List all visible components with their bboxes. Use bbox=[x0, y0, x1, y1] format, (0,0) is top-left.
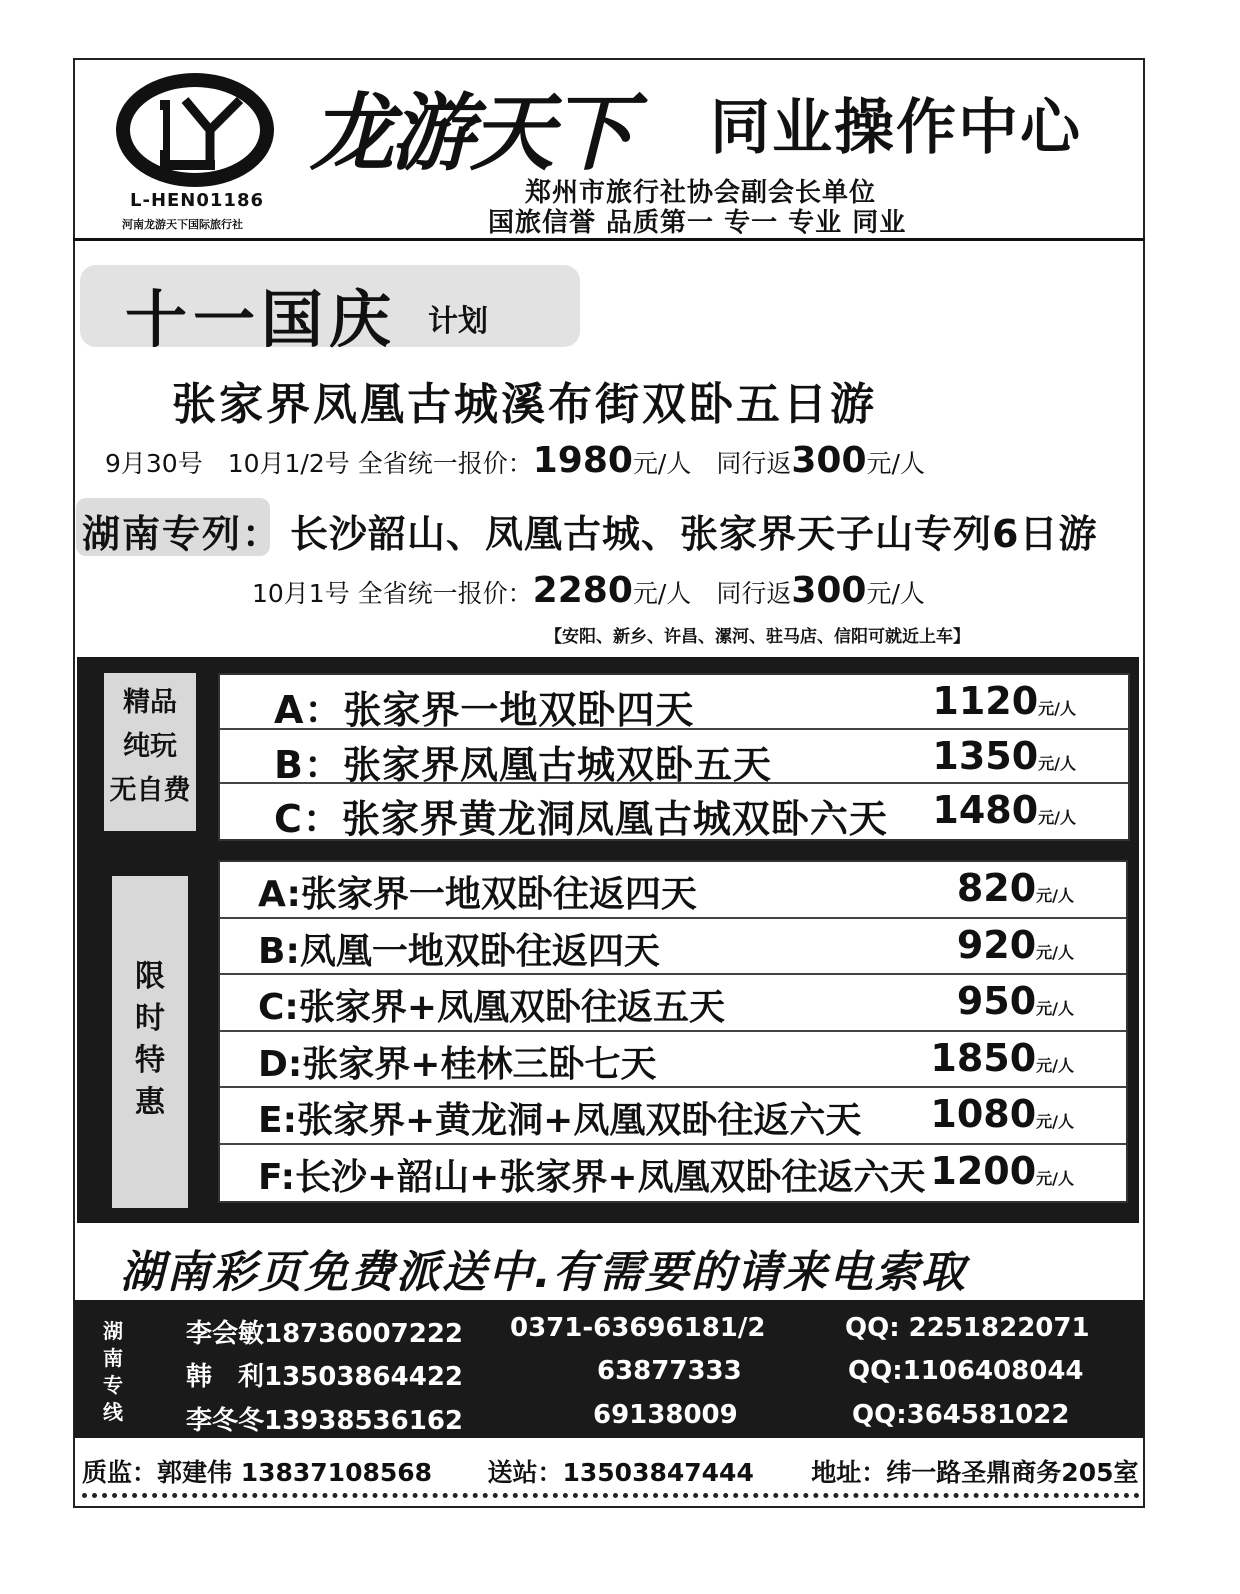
station-contact: 送站：13503847444 bbox=[487, 1458, 754, 1487]
tour2-price-unit: 元/人 bbox=[632, 579, 692, 608]
agency-name: 河南龙游天下国际旅行社 bbox=[122, 218, 243, 231]
route-price: 820元/人 bbox=[956, 866, 1074, 910]
premium-category-line: 精品 bbox=[123, 687, 177, 718]
special-category-label bbox=[112, 876, 188, 1208]
table-row bbox=[220, 862, 1126, 919]
premium-category-line: 纯玩 bbox=[123, 731, 177, 762]
route-name: C:张家界+凤凰双卧往返五天 bbox=[258, 987, 725, 1028]
route-name: C：张家界黄龙洞凤凰古城双卧六天 bbox=[274, 797, 888, 842]
brand-calligraphy: 龙游天下 bbox=[310, 83, 631, 182]
table-row bbox=[220, 675, 1128, 730]
company-logo-icon bbox=[115, 70, 275, 190]
contact-phone: 0371-63696181/2 bbox=[510, 1313, 766, 1343]
quality-supervisor: 质监：郭建伟 13837108568 bbox=[82, 1458, 433, 1487]
table-row bbox=[220, 919, 1126, 976]
route-price: 1120元/人 bbox=[932, 679, 1076, 723]
address: 地址：纬一路圣鼎商务205室 bbox=[811, 1458, 1139, 1487]
plan-title: 十一国庆 bbox=[125, 283, 398, 356]
tour1-rebate-label: 同行返 bbox=[691, 449, 792, 478]
tour1-dates: 9月30号 10月1/2号 全省统一报价： bbox=[105, 449, 533, 478]
dotted-border bbox=[82, 1493, 1140, 1498]
table-row bbox=[220, 1088, 1126, 1145]
route-name: B:凤凰一地双卧往返四天 bbox=[258, 930, 660, 972]
premium-category-label bbox=[104, 673, 196, 831]
footer bbox=[82, 1453, 1138, 1489]
contact-phone: 69138009 bbox=[593, 1400, 738, 1430]
tour2-rebate-label: 同行返 bbox=[691, 579, 792, 608]
special-category-char: 限 bbox=[135, 959, 165, 994]
premium-price-table bbox=[218, 673, 1130, 841]
special-category-char: 时 bbox=[135, 1001, 165, 1036]
tour1-title: 张家界凤凰古城溪布街双卧五日游 bbox=[172, 379, 877, 430]
special-category-char: 特 bbox=[135, 1043, 165, 1078]
route-name: A:张家界一地双卧往返四天 bbox=[258, 874, 697, 915]
special-price-table bbox=[218, 860, 1128, 1203]
tour2-title: 长沙韶山、凤凰古城、张家界天子山专列6日游 bbox=[290, 512, 1098, 556]
tour2-rebate: 300 bbox=[791, 570, 867, 611]
route-price: 1850元/人 bbox=[930, 1035, 1074, 1080]
tour1-price: 1980 bbox=[532, 440, 633, 481]
route-price: 1080元/人 bbox=[930, 1092, 1074, 1136]
table-row bbox=[220, 1032, 1126, 1089]
route-price: 920元/人 bbox=[956, 922, 1074, 967]
tour1-price-unit: 元/人 bbox=[632, 449, 692, 478]
route-price: 1350元/人 bbox=[932, 733, 1076, 778]
route-name: B：张家界凤凰古城双卧五天 bbox=[274, 742, 772, 787]
contact-qq: QQ:1106408044 bbox=[848, 1356, 1084, 1386]
contact-qq: QQ: 2251822071 bbox=[845, 1313, 1090, 1343]
tour1-rebate: 300 bbox=[791, 440, 867, 481]
contact-person: 韩 利13503864422 bbox=[186, 1362, 463, 1392]
contact-person: 李会敏18736007222 bbox=[186, 1319, 463, 1349]
header-title: 同业操作中心 bbox=[710, 93, 1082, 163]
tour2-label: 湖南专列： bbox=[82, 512, 283, 556]
route-name: D:张家界+桂林三卧七天 bbox=[258, 1043, 657, 1085]
contact-phone: 63877333 bbox=[597, 1356, 742, 1386]
tour2-rebate-unit: 元/人 bbox=[866, 579, 925, 608]
boarding-note: 【安阳、新乡、许昌、漯河、驻马店、信阳可就近上车】 bbox=[545, 627, 970, 647]
plan-suffix: 计划 bbox=[428, 304, 488, 339]
slogan: 湖南彩页免费派送中.有需要的请来电索取 bbox=[120, 1247, 967, 1298]
route-price: 1480元/人 bbox=[932, 788, 1076, 833]
table-row bbox=[220, 730, 1128, 785]
route-price: 950元/人 bbox=[956, 979, 1074, 1023]
route-price: 1200元/人 bbox=[930, 1148, 1074, 1193]
tour1-rebate-unit: 元/人 bbox=[866, 449, 925, 478]
premium-category-line: 无自费 bbox=[109, 775, 191, 806]
table-row bbox=[220, 975, 1126, 1032]
contact-person: 李冬冬13938536162 bbox=[186, 1406, 463, 1436]
header-subtitle-2: 国旅信誉 品质第一 专一 专业 同业 bbox=[488, 208, 907, 238]
special-category-char: 惠 bbox=[135, 1085, 165, 1120]
header-subtitle-1: 郑州市旅行社协会副会长单位 bbox=[525, 178, 877, 208]
tour1-price-line bbox=[105, 440, 925, 481]
table-row bbox=[220, 784, 1128, 842]
route-name: A：张家界一地双卧四天 bbox=[274, 688, 695, 732]
tour2-dates: 10月1号 全省统一报价： bbox=[252, 579, 533, 608]
table-row bbox=[220, 1145, 1126, 1202]
route-name: E:张家界+黄龙洞+凤凰双卧往返六天 bbox=[258, 1100, 862, 1141]
tour2-price-line bbox=[252, 570, 925, 611]
contact-qq: QQ:364581022 bbox=[852, 1400, 1070, 1430]
hotline-label: 湖 南 专 线 bbox=[103, 1319, 123, 1424]
tour2-price: 2280 bbox=[532, 570, 633, 611]
license-number: L-HEN01186 bbox=[130, 190, 264, 211]
header-divider bbox=[73, 238, 1145, 241]
route-name: F:长沙+韶山+张家界+凤凰双卧往返六天 bbox=[258, 1156, 926, 1198]
